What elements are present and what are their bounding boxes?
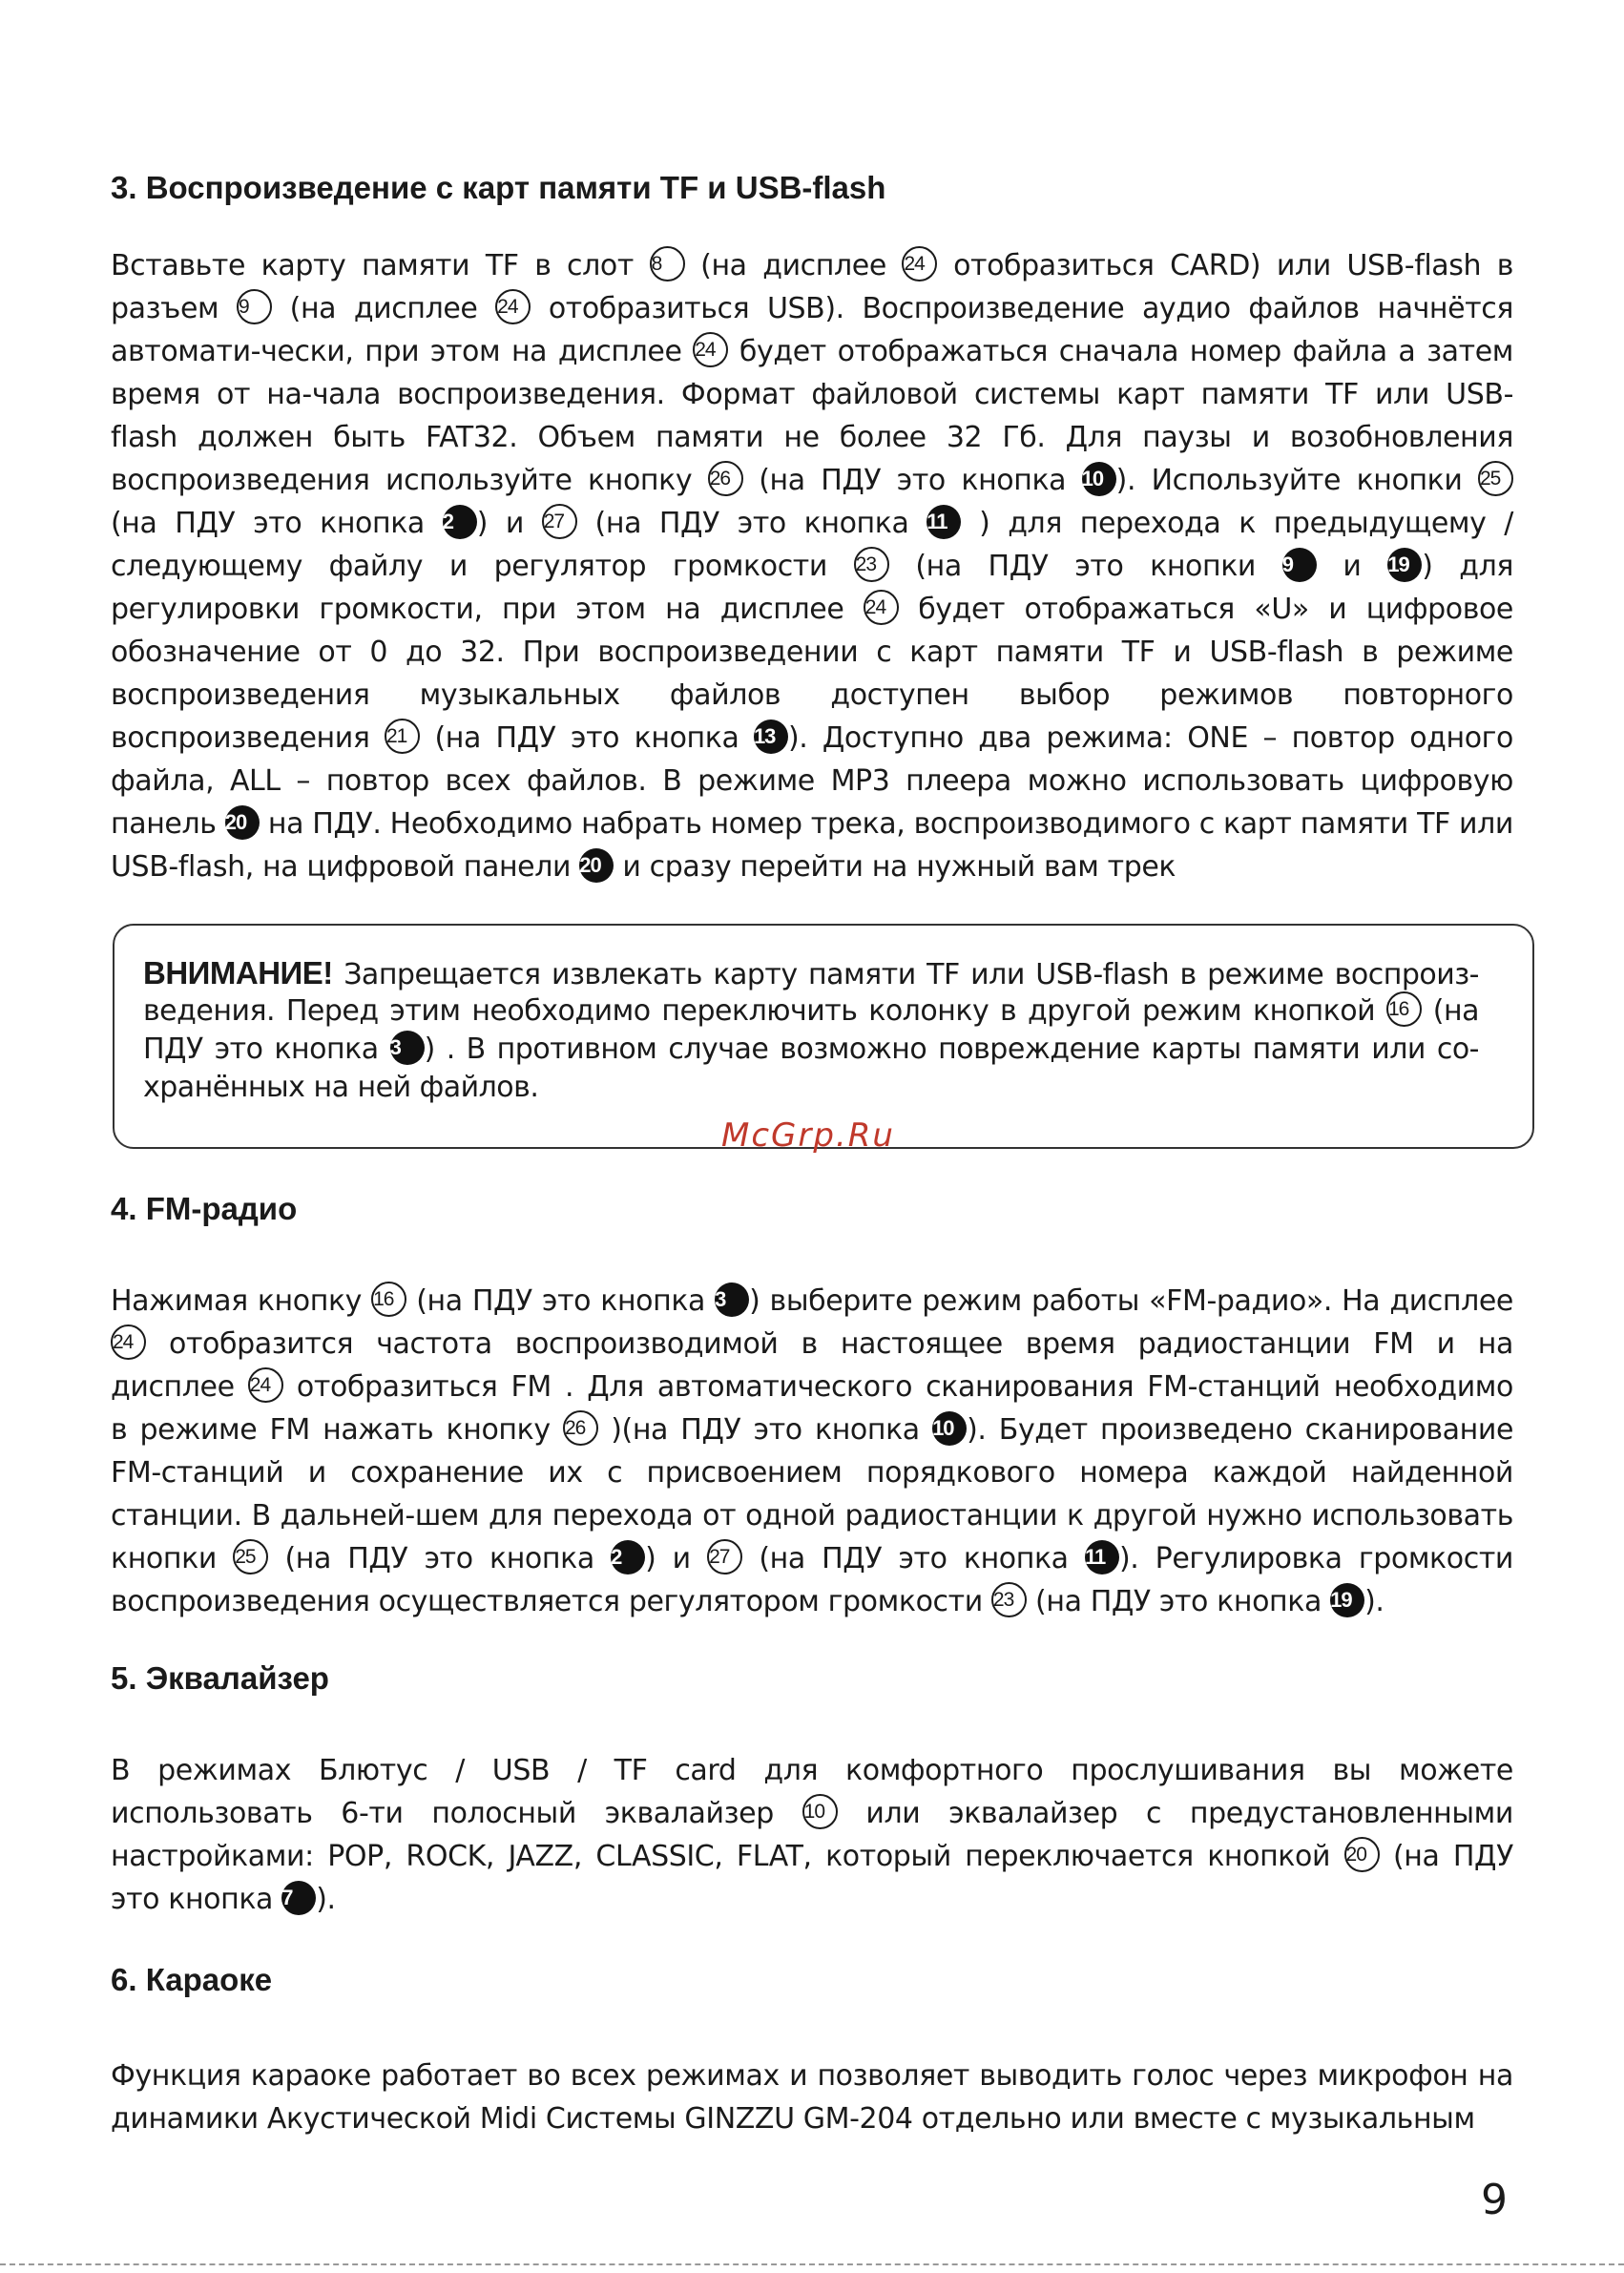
text-line: Нажимая кнопку 16 (на ПДУ это кнопка 3 ) выберите режим работы «FM-радио». На дисплее [111,1281,1513,1324]
text-line: динамики Акустической Midi Системы GINZZU GM-204 отдельно или вместе с музыкальным [111,2102,1475,2136]
remote-button-icon: 7 [281,1881,316,1915]
text-line: воспроизведения музыкальных файлов доступен выбор режимов повторного [111,678,1513,712]
remote-button-icon: 2 [443,505,477,539]
remote-button-icon: 3 [390,1031,425,1065]
text-line: flash должен быть FAT32. Объем памяти не более 32 Гб. Для паузы и возобновления [111,421,1513,454]
text-line: обозначение от 0 до 32. При воспроизведении с карт памяти TF и USB-flash в режиме [111,636,1513,669]
callout-outline-icon: 16 [1386,991,1422,1027]
remote-button-icon: 19 [1330,1583,1364,1617]
callout-outline-icon: 24 [864,590,899,625]
text-line: станции. В дальней-шем для перехода от одной радиостанции к другой нужно использовать [111,1499,1513,1533]
callout-outline-icon: 24 [495,289,531,324]
text-line: следующему файлу и регулятор громкости 23 (на ПДУ это кнопки 9 и 19 ) для [111,545,1513,588]
text-line: настройками: POP, ROCK, JAZZ, CLASSIC, FLAT, который переключается кнопкой 20 (на ПДУ [111,1836,1513,1879]
callout-outline-icon: 24 [248,1367,283,1403]
callout-outline-icon: 24 [693,332,728,367]
section-5-heading: 5. Эквалайзер [111,1660,329,1696]
text-line: в режиме FM нажать кнопку 26 )(на ПДУ это кнопка 10 ). Будет произведено сканирование [111,1409,1513,1452]
remote-button-icon: 19 [1387,548,1422,582]
text-line: Вставьте карту памяти TF в слот 8 (на дисплее 24 отобразиться CARD) или USB-flash в [111,244,1513,287]
warning-line-3: ПДУ это кнопка 3 ) . В противном случае возможно повреждение карты памяти или со- [143,1031,1479,1069]
text-line: Функция караоке работает во всех режимах и позволяет выводить голос через микрофон на [111,2059,1513,2093]
remote-button-icon: 13 [754,719,788,754]
callout-outline-icon: 27 [707,1539,742,1574]
text-line: панель 20 на ПДУ. Необходимо набрать номер трека, воспроизводимого с карт памяти TF или [111,803,1513,845]
callout-outline-icon: 24 [111,1324,146,1360]
text-line: воспроизведения используйте кнопку 26 (на ПДУ это кнопка 10 ). Используйте кнопки 25 [111,459,1513,502]
text-line: автомати-чески, при этом на дисплее 24 будет отображаться сначала номер файла а затем [111,330,1513,373]
section-6-heading: 6. Караоке [111,1962,273,1997]
text-line: регулировки громкости, при этом на дисплее 24 будет отображаться «U» и цифровое [111,588,1513,631]
callout-outline-icon: 8 [650,246,685,282]
callout-outline-icon: 9 [237,289,272,324]
page-number: 9 [1481,2176,1508,2224]
callout-outline-icon: 25 [1478,461,1513,496]
callout-outline-icon: 23 [991,1582,1027,1617]
warning-label: ВНИМАНИЕ! [143,955,333,991]
text-line: кнопки 25 (на ПДУ это кнопка 2 ) и 27 (на ПДУ это кнопка 11 ). Регулировка громкости [111,1538,1513,1581]
text-line: FM-станций и сохранение их с присвоением порядкового номера каждой найденной [111,1456,1513,1490]
section-4-heading: 4. FM-радио [111,1191,298,1226]
callout-outline-icon: 25 [233,1539,268,1574]
bottom-rule [0,2263,1624,2265]
text-line: воспроизведения осуществляется регулятором громкости 23 (на ПДУ это кнопка 19 ). [111,1581,1513,1624]
remote-button-icon: 20 [225,805,260,840]
callout-outline-icon: 26 [708,461,743,496]
text-line: В режимах Блютус / USB / TF card для комфортного прослушивания вы можете [111,1754,1513,1787]
section-3-heading: 3. Воспроизведение с карт памяти TF и USB-flash [111,170,886,205]
remote-button-icon: 20 [579,848,614,883]
remote-button-icon: 2 [611,1540,645,1574]
text-line: дисплее 24 отобразиться FM . Для автоматического сканирования FM-станций необходимо [111,1366,1513,1409]
section-3-text [111,244,1513,888]
callout-outline-icon: 23 [854,547,889,582]
warning-line-1-text: Запрещается извлекать карту памяти TF или USB-flash в режиме воспроиз- [332,958,1479,991]
callout-outline-icon: 27 [542,504,577,539]
warning-line-4: хранённых на ней файлов. [143,1071,539,1104]
warning-text [143,954,1479,1107]
callout-outline-icon: 10 [802,1794,838,1829]
text-line: файла, ALL – повтор всех файлов. В режиме MP3 плеера можно использовать цифровую [111,764,1513,798]
callout-outline-icon: 24 [902,246,937,282]
callout-outline-icon: 21 [385,719,420,754]
text-line: 24 отобразится частота воспроизводимой в настоящее время радиостанции FM и на [111,1324,1513,1366]
text-line: разъем 9 (на дисплее 24 отобразиться USB). Воспроизведение аудио файлов начнётся [111,287,1513,330]
text-line: воспроизведения 21 (на ПДУ это кнопка 13 ). Доступно два режима: ONE – повтор одного [111,717,1513,760]
text-line: это кнопка 7 ). [111,1879,1513,1922]
callout-outline-icon: 26 [563,1410,598,1446]
section-4-text [111,1281,1513,1624]
text-line: USB-flash, на цифровой панели 20 и сразу перейти на нужный вам трек [111,845,1513,888]
remote-button-icon: 10 [932,1411,967,1446]
text-line: (на ПДУ это кнопка 2 ) и 27 (на ПДУ это кнопка 11 ) для перехода к предыдущему / [111,502,1513,545]
warning-line-2: ведения. Перед этим необходимо переключить колонку в другой режим кнопкой 16 (на [143,992,1479,1031]
remote-button-icon: 3 [715,1282,749,1317]
callout-outline-icon: 16 [371,1282,406,1317]
remote-button-icon: 11 [927,505,961,539]
watermark: McGrp.Ru [721,1116,895,1155]
section-6-text [111,2055,1513,2141]
callout-outline-icon: 20 [1344,1837,1380,1872]
warning-line-1 [143,954,1479,992]
section-5-text [111,1750,1513,1922]
remote-button-icon: 10 [1082,462,1116,496]
text-line: использовать 6-ти полосный эквалайзер 10 или эквалайзер с предустановленными [111,1793,1513,1836]
text-line: время от на-чала воспроизведения. Формат файловой системы карт памяти TF или USB- [111,378,1513,411]
remote-button-icon: 9 [1282,548,1317,582]
remote-button-icon: 11 [1085,1540,1119,1574]
